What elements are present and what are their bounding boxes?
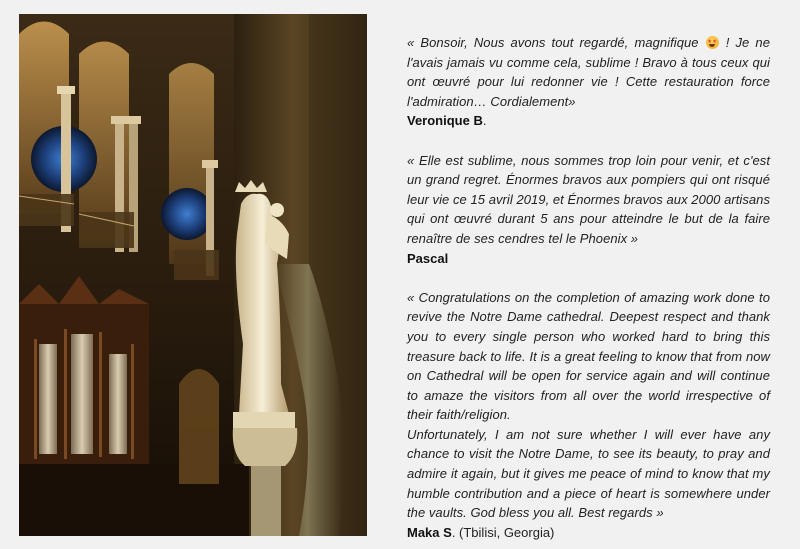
testimonial-maka xyxy=(407,288,770,543)
testimonial-quote xyxy=(407,33,770,111)
cathedral-photo-illustration xyxy=(19,14,367,536)
testimonial-author xyxy=(407,111,770,131)
quote-text-part-2: ! Je ne l'avais jamais vu comme cela, sublime ! Bravo à tous ceux qui ont œuvré pour lui redonner vie ! Cette restauration force l'admiration… Cordialement» xyxy=(407,35,770,109)
quote-paragraph: Unfortunately, I am not sure whether I will ever have any chance to visit the Notre Dame, to see its beauty, to pray and admire it again, but it gives me peace of mind to know that my humble contribution and a piece of heart is somewhere under the vaults. God bless you all. Best regards » xyxy=(407,426,770,521)
testimonial-author xyxy=(407,249,770,269)
quote-paragraph: « Congratulations on the completion of amazing work done to revive the Notre Dame cathedral. Deepest respect and thank you to every single person who worked hard to bring this treasure back to life. It is a great feeling to know that from now on Cathedral will be open for service again and will continue to amaze the visitors from all over the world irrespective of their faith/religion. xyxy=(407,289,770,423)
testimonial-quote: « Elle est sublime, nous sommes trop loin pour venir, et c'est un grand regret. Énormes bravos aux pompiers qui ont risqué leur vie ce 15 avril 2019, et Énormes bravos aux 2000 artisans qui ont œuvré durant 5 ans pour atteindre le but de la faire renaître de ses cendres tel le Phoenix » xyxy=(407,152,770,246)
testimonial-pascal xyxy=(407,151,770,269)
author-suffix: . xyxy=(482,113,487,129)
star-struck-emoji-icon xyxy=(706,36,719,49)
testimonial-veronique xyxy=(407,33,770,131)
testimonial-quote xyxy=(407,288,770,523)
testimonials-list xyxy=(407,33,770,549)
author-suffix: . (Tbilisi, Georgia) xyxy=(451,524,555,540)
author-name: Veronique B xyxy=(407,113,483,129)
quote-text-part-1: « Bonsoir, Nous avons tout regardé, magnifique xyxy=(407,35,705,50)
author-name: Pascal xyxy=(407,250,449,266)
author-name: Maka S xyxy=(407,524,452,540)
cathedral-photo xyxy=(19,14,367,536)
testimonial-author xyxy=(407,523,770,543)
